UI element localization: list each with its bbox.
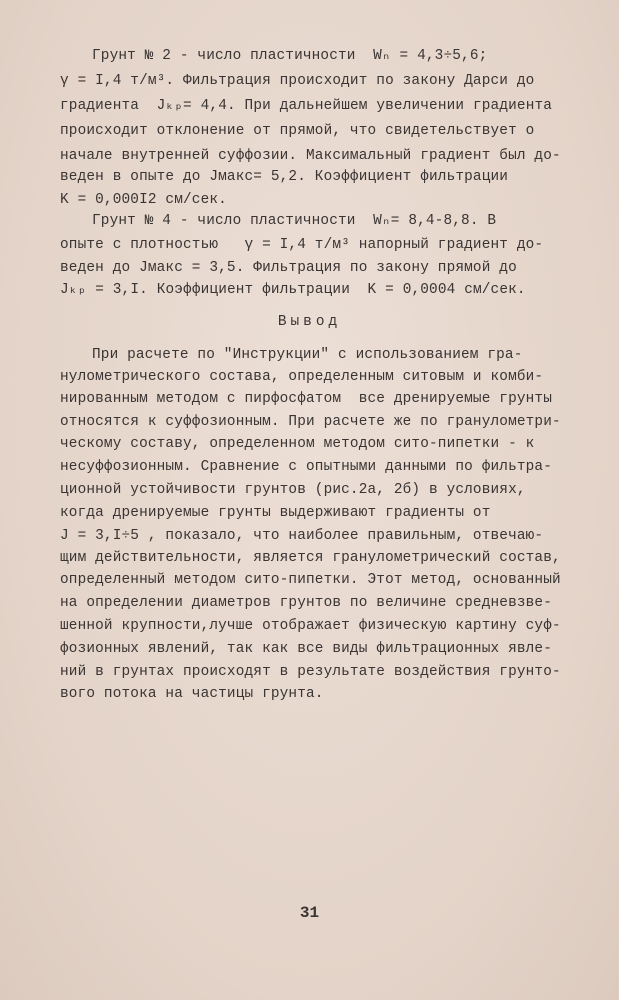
text-line: J = 3,I÷5 , показало, что наиболее правильным, отвечаю-	[60, 528, 544, 544]
text-line: K = 0,000I2 см/сек.	[60, 192, 227, 208]
text-line: Грунт № 4 - число пластичности Wₙ= 8,4-8,8. В	[92, 213, 497, 229]
text-line: Грунт № 2 - число пластичности Wₙ = 4,3÷5,6;	[92, 48, 488, 64]
text-line: относятся к суффозионным. При расчете же по гранулометри-	[60, 414, 561, 430]
text-line: нулометрического состава, определенным ситовым и комби-	[60, 369, 544, 385]
page-number: 31	[299, 904, 320, 922]
text-line: веден в опыте до Jмакс= 5,2. Коэффициент фильтрации	[60, 169, 509, 185]
text-line: ний в грунтах происходят в результате воздействия грунто-	[60, 664, 561, 680]
text-line: фозионных явлений, так как все виды фильтрационных явле-	[60, 641, 553, 657]
text-line: При расчете по "Инструкции" с использованием гра-	[92, 347, 523, 363]
text-line: Jₖₚ = 3,I. Коэффициент фильтрации K = 0,0004 см/сек.	[60, 282, 526, 298]
text-line: начале внутренней суффозии. Максимальный градиент был до-	[60, 148, 561, 164]
text-line: несуффозионным. Сравнение с опытными данными по фильтра-	[60, 459, 553, 475]
text-line: ческому составу, определенном методом сито-пипетки - к	[60, 436, 535, 452]
text-line: градиента Jₖₚ= 4,4. При дальнейшем увеличении градиента	[60, 98, 553, 114]
text-line: шенной крупности,лучше отображает физическую картину суф-	[60, 618, 561, 634]
text-line: опыте с плотностью γ = I,4 т/м³ напорный градиент до-	[60, 237, 544, 253]
text-line: щим действительности, является гранулометрический состав,	[60, 550, 561, 566]
text-line: вого потока на частицы грунта.	[60, 686, 324, 702]
text-line: когда дренируемые грунты выдерживают градиенты от	[60, 505, 491, 521]
text-line: на определении диаметров грунтов по величине средневзве-	[60, 595, 553, 611]
text-line: γ = I,4 т/м³. Фильтрация происходит по закону Дарси до	[60, 73, 535, 89]
text-line: нированным методом с пирфосфатом все дренируемые грунты	[60, 391, 553, 407]
text-line: определенный методом сито-пипетки. Этот метод, основанный	[60, 572, 561, 588]
text-line: происходит отклонение от прямой, что свидетельствует о	[60, 123, 535, 139]
text-line: веден до Jмакс = 3,5. Фильтрация по закону прямой до	[60, 260, 517, 276]
section-heading: Вывод	[277, 314, 342, 330]
text-line: ционной устойчивости грунтов (рис.2а, 2б) в условиях,	[60, 482, 526, 498]
